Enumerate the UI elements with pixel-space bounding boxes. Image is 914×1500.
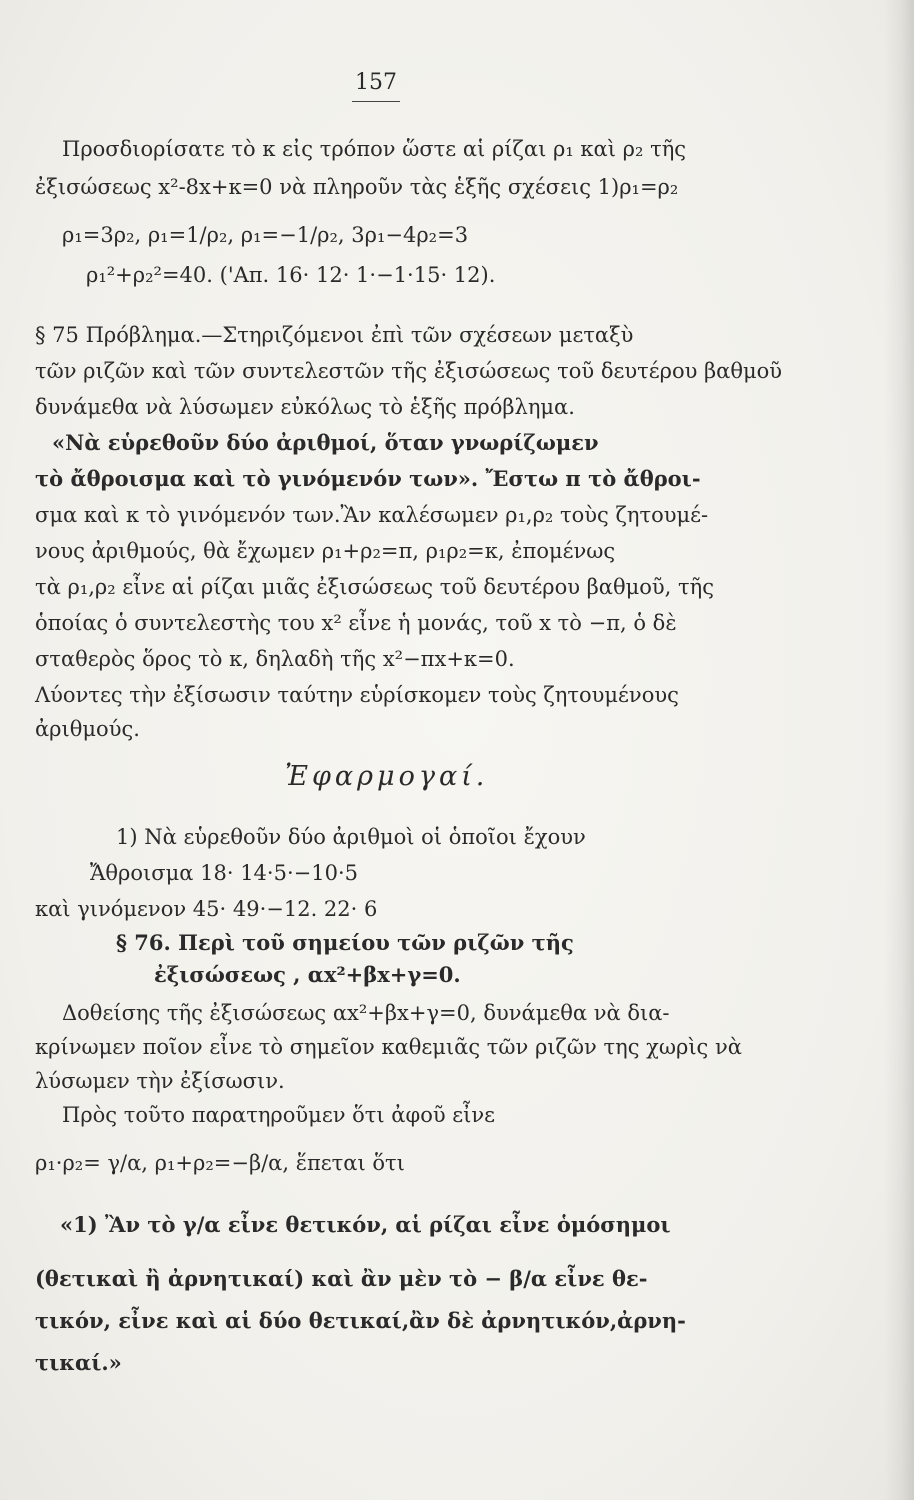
text-line: κρίνωμεν ποῖον εἶνε τὸ σημεῖον καθεμιᾶς τῶν ριζῶν της χωρὶς νὰ	[35, 1035, 742, 1059]
formula-line: ρ₁·ρ₂= γ/α, ρ₁+ρ₂=−β/α, ἕπεται ὅτι	[35, 1151, 405, 1175]
bold-line: τὸ ἄθροισμα καὶ τὸ γινόμενόν των». Ἔστω π τὸ ἄθροι-	[35, 466, 701, 491]
bold-line: (θετικαὶ ἢ ἀρνητικαί) καὶ ἂν μὲν τὸ − β/α εἶνε θε-	[35, 1266, 648, 1291]
text-line: σμα καὶ κ τὸ γινόμενόν των.Ἂν καλέσωμεν ρ₁,ρ₂ τοὺς ζητουμέ-	[35, 503, 709, 527]
bold-line: τικαί.»	[35, 1350, 122, 1375]
text-line: Πρὸς τοῦτο παρατηροῦμεν ὅτι ἀφοῦ εἶνε	[62, 1103, 496, 1127]
text-line: τὰ ρ₁,ρ₂ εἶνε αἱ ρίζαι μιᾶς ἐξισώσεως τοῦ δευτέρου βαθμοῦ, τῆς	[35, 575, 714, 599]
formula-line: ρ₁=3ρ₂, ρ₁=1/ρ₂, ρ₁=−1/ρ₂, 3ρ₁−4ρ₂=3	[62, 223, 469, 247]
text-line: σταθερὸς ὅρος τὸ κ, δηλαδὴ τῆς x²−πx+κ=0.	[35, 647, 515, 671]
text-line: λύσωμεν τὴν ἐξίσωσιν.	[35, 1069, 285, 1093]
text-line: δυνάμεθα νὰ λύσωμεν εὐκόλως τὸ ἑξῆς πρόβλημα.	[35, 395, 575, 419]
bold-line: «1) Ἂν τὸ γ/α εἶνε θετικόν, αἱ ρίζαι εἶνε ὁμόσημοι	[60, 1212, 671, 1237]
page-number: 157	[355, 70, 397, 95]
exercise-line: καὶ γινόμενον 45· 49·−12. 22· 6	[35, 897, 378, 921]
section-heading-75: § 75 Πρόβλημα.—Στηριζόμενοι ἐπὶ τῶν σχέσεων μεταξὺ	[35, 323, 634, 347]
page-number-rule	[352, 101, 400, 102]
exercise-line: Ἄθροισμα 18· 14·5·−10·5	[90, 861, 358, 885]
bold-line: «Νὰ εὑρεθοῦν δύο ἀριθμοί, ὅταν γνωρίζωμεν	[52, 430, 599, 455]
formula-line: ρ₁²+ρ₂²=40. ('Απ. 16· 12· 1·−1·15· 12).	[86, 263, 496, 287]
text-line: Προσδιορίσατε τὸ κ εἰς τρόπον ὥστε αἱ ρίζαι ρ₁ καὶ ρ₂ τῆς	[62, 137, 687, 161]
text-line: ὁποίας ὁ συντελεστὴς του x² εἶνε ἡ μονάς, τοῦ x τὸ −π, ὁ δὲ	[35, 611, 677, 635]
text-line: νους ἀριθμούς, θὰ ἔχωμεν ρ₁+ρ₂=π, ρ₁ρ₂=κ, ἐπομένως	[35, 539, 616, 563]
section-heading-applications: Ἐφαρμογαί.	[285, 761, 489, 792]
page-edge-shadow	[884, 0, 914, 1500]
text-line: Λύοντες τὴν ἐξίσωσιν ταύτην εὑρίσκομεν τοὺς ζητουμένους	[35, 683, 679, 707]
section-heading-76-cont: ἐξισώσεως , αx²+βx+γ=0.	[154, 962, 461, 987]
text-line: τῶν ριζῶν καὶ τῶν συντελεστῶν τῆς ἐξισώσεως τοῦ δευτέρου βαθμοῦ	[35, 359, 783, 383]
section-heading-76: § 76. Περὶ τοῦ σημείου τῶν ριζῶν τῆς	[116, 930, 574, 955]
text-line: Δοθείσης τῆς ἐξισώσεως αx²+βx+γ=0, δυνάμεθα νὰ δια-	[62, 1001, 670, 1025]
bold-line: τικόν, εἶνε καὶ αἱ δύο θετικαί,ἂν δὲ ἀρνητικόν,ἀρνη-	[35, 1308, 686, 1333]
text-line: ἀριθμούς.	[35, 717, 140, 741]
text-line: ἐξισώσεως x²-8x+κ=0 νὰ πληροῦν τὰς ἑξῆς σχέσεις 1)ρ₁=ρ₂	[35, 175, 679, 199]
exercise-line: 1) Νὰ εὑρεθοῦν δύο ἀριθμοὶ οἱ ὁποῖοι ἔχουν	[116, 825, 586, 849]
